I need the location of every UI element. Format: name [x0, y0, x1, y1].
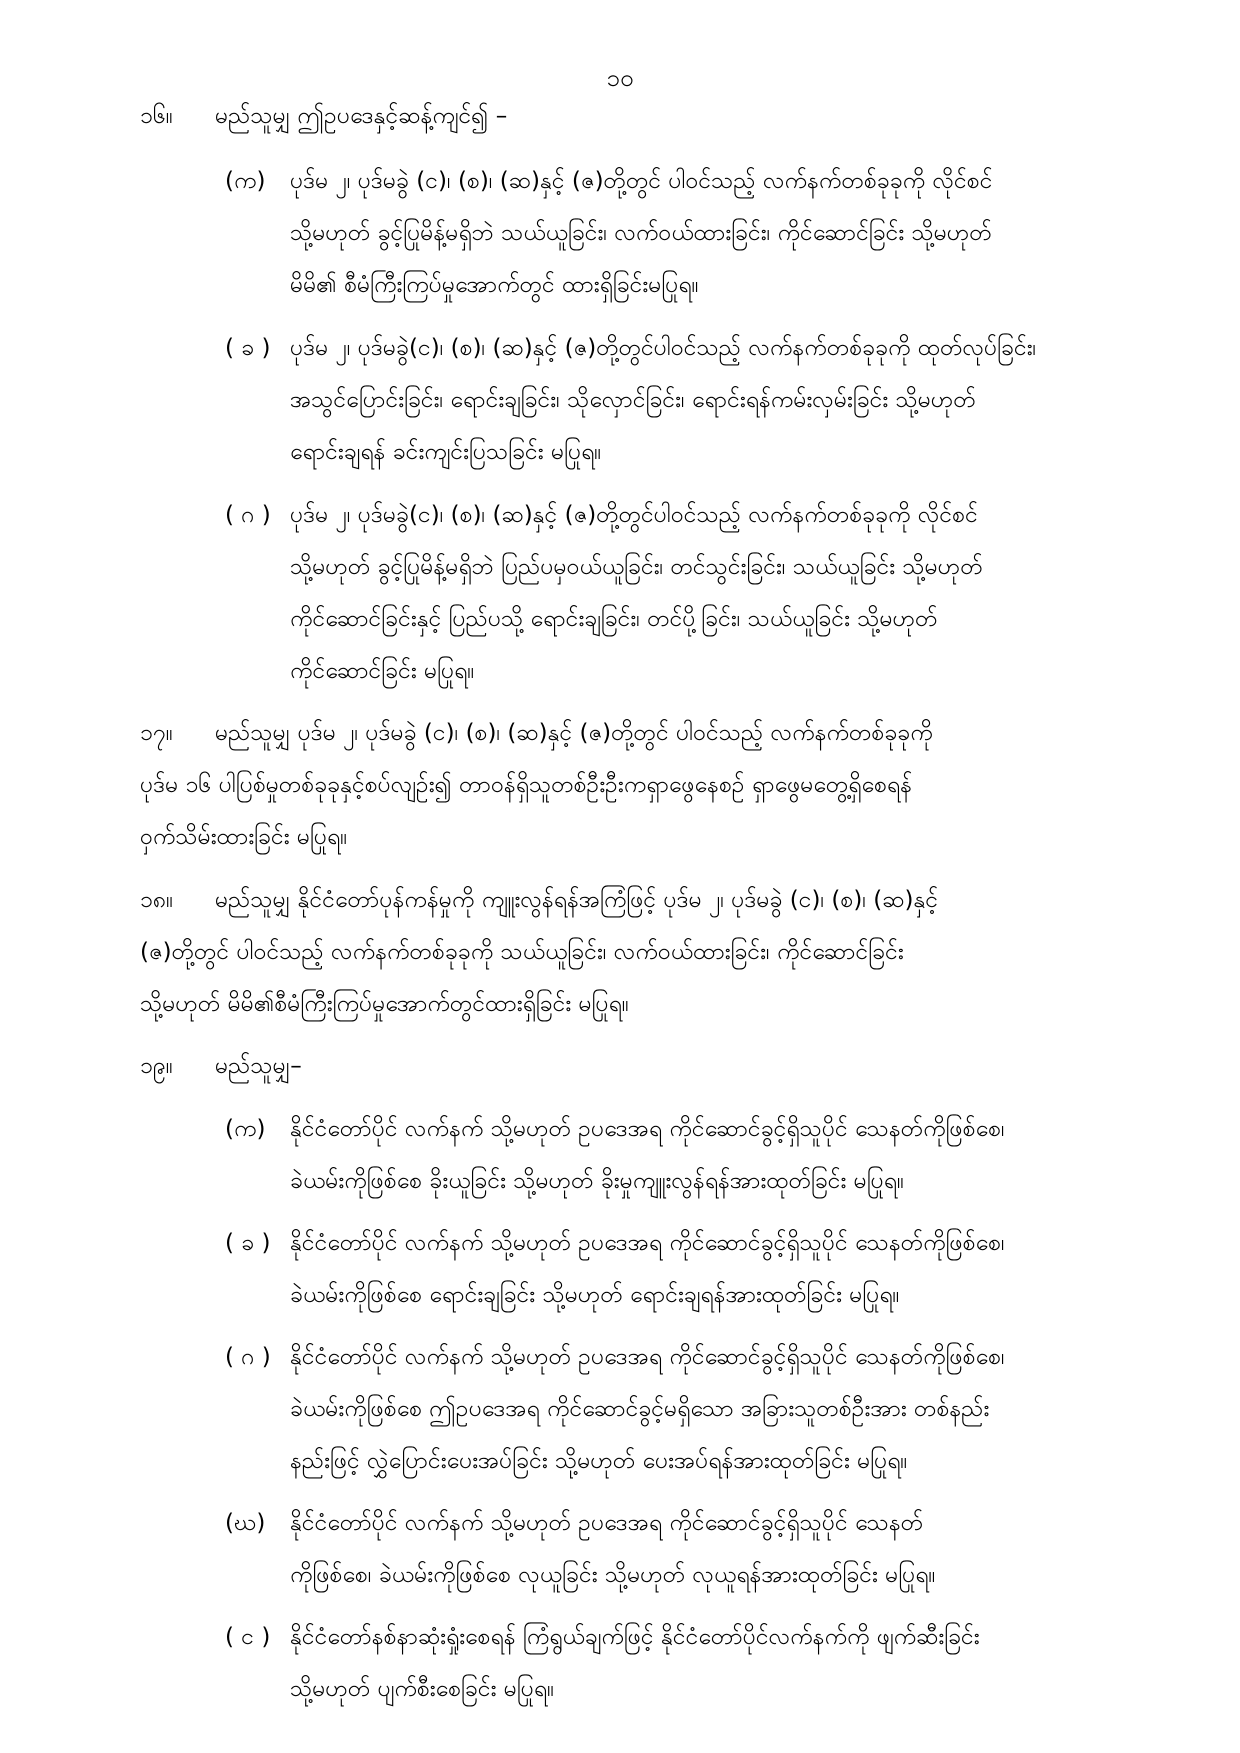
section-heading: မည်သူမျှ ဤဥပဒေနှင့်ဆန့်ကျင်၍ –	[215, 103, 508, 129]
item-line: ပုဒ်မ ၂၊ ပုဒ်မခွဲ(င)၊ (စ)၊ (ဆ)နှင့် (ဇ)တို့တွင်ပါဝင်သည့် လက်နက်တစ်ခုခုကို ထုတ်လုပ်ခြင်း၊	[290, 335, 1037, 361]
section-line: ဝှက်သိမ်းထားခြင်း မပြုရ။	[140, 824, 348, 850]
item-line: နိုင်ငံတော်ပိုင် လက်နက် သို့မဟုတ် ဥပဒေအရ ကိုင်ဆောင်ခွင့်ရှိသူပိုင် သေနတ်ကိုဖြစ်စေ၊	[290, 1230, 1005, 1256]
item-line: ရောင်းချရန် ခင်းကျင်းပြသခြင်း မပြုရ။	[290, 439, 602, 465]
item-label: ( ခ )	[225, 335, 271, 361]
item-label: ( ဂ )	[225, 502, 271, 528]
item-line: မိမိ၏ စီမံကြီးကြပ်မှုအောက်တွင် ထားရှိခြင်းမပြုရ။	[290, 272, 699, 298]
section-line: ပုဒ်မ ၁၆ ပါပြစ်မှုတစ်ခုခုနှင့်စပ်လျဉ်း၍ တာဝန်ရှိသူတစ်ဦးဦးကရှာဖွေနေစဉ် ရှာဖွေမတွေ့ရှိစေရန်	[140, 772, 913, 798]
item-line: ကိုဖြစ်စေ၊ ခဲယမ်းကိုဖြစ်စေ လုယူခြင်း သို့မဟုတ် လုယူရန်အားထုတ်ခြင်း မပြုရ။	[290, 1562, 936, 1588]
item-line: သို့မဟုတ် ခွင့်ပြုမိန့်မရှိဘဲ ပြည်ပမှ‌ဝယ်ယူခြင်း၊ တင်သွင်းခြင်း၊ သယ်ယူခြင်း သို့မဟုတ်	[290, 554, 983, 580]
section-number: ၁၈။	[140, 887, 174, 913]
item-line: အသွင်ပြောင်းခြင်း၊ ရောင်းချခြင်း၊ သိုလှောင်ခြင်း၊ ရောင်းရန်ကမ်းလှမ်းခြင်း သို့မဟုတ်	[290, 387, 976, 413]
item-line: ကိုင်ဆောင်ခြင်း မပြုရ။	[290, 658, 475, 684]
section-number: ၁၉။	[140, 1053, 173, 1079]
item-label: ( ဂ )	[225, 1344, 271, 1370]
item-label: ( ခ )	[225, 1230, 271, 1256]
item-label: (က)	[225, 1116, 266, 1142]
section-heading: မည်သူမျှ–	[215, 1053, 302, 1079]
item-line: ပုဒ်မ ၂၊ ပုဒ်မခွဲ (င)၊ (စ)၊ (ဆ)နှင့် (ဇ)တို့တွင် ပါဝင်သည့် လက်နက်တစ်ခုခုကို လိုင်စင်	[290, 168, 993, 194]
item-line: ခဲယမ်းကိုဖြစ်စေ ခိုးယူခြင်း သို့မဟုတ် ခိုးမှုကျူးလွန်ရန်အားထုတ်ခြင်း မပြုရ။	[290, 1168, 904, 1194]
item-line: နိုင်ငံတော်ပိုင် လက်နက် သို့မဟုတ် ဥပဒေအရ ကိုင်ဆောင်ခွင့်ရှိသူပိုင် သေနတ်ကိုဖြစ်စေ၊	[290, 1116, 1005, 1142]
item-line: သို့မဟုတ် ပျက်စီးစေခြင်း မပြုရ။	[290, 1676, 555, 1702]
section-line: (ဇ)တို့တွင် ပါဝင်သည့် လက်နက်တစ်ခုခုကို သယ်ယူခြင်း၊ လက်ဝယ်ထားခြင်း၊ ကိုင်ဆောင်ခြင်း	[140, 939, 904, 965]
item-line: နိုင်ငံတော်နစ်နာဆုံးရှုံးစေရန် ကြံရွယ်ချက်ဖြင့် နိုင်ငံတော်ပိုင်လက်နက်ကို ဖျက်ဆီးခြင်း	[290, 1624, 980, 1650]
item-line: ပုဒ်မ ၂၊ ပုဒ်မခွဲ(င)၊ (စ)၊ (ဆ)နှင့် (ဇ)တို့တွင်ပါဝင်သည့် လက်နက်တစ်ခုခုကို လိုင်စင်	[290, 502, 978, 528]
page-number: ၁၀	[606, 64, 634, 92]
item-label: (က)	[225, 168, 266, 194]
item-label: ( င )	[225, 1624, 271, 1650]
item-label: (ဃ)	[225, 1510, 266, 1536]
section-number: ၁၆။	[140, 103, 173, 129]
section-line: မည်သူမျှ နိုင်ငံတော်ပုန်ကန်မှုကို ကျူးလွန်ရန်အကြံဖြင့် ပုဒ်မ ၂၊ ပုဒ်မခွဲ (င)၊ (စ)၊ (ဆ)နှင့်	[215, 887, 939, 913]
item-line: နိုင်ငံတော်ပိုင် လက်နက် သို့မဟုတ် ဥပဒေအရ ကိုင်ဆောင်ခွင့်ရှိသူပိုင် သေနတ်ကိုဖြစ်စေ၊	[290, 1344, 1005, 1370]
item-line: သို့မဟုတ် ခွင့်ပြုမိန့်မရှိဘဲ သယ်ယူခြင်း၊ လက်ဝယ်ထားခြင်း၊ ကိုင်ဆောင်ခြင်း သို့မဟုတ်	[290, 220, 992, 246]
item-line: ခဲယမ်းကိုဖြစ်စေ ရောင်းချခြင်း သို့မဟုတ် ရောင်းချရန်အားထုတ်ခြင်း မပြုရ။	[290, 1282, 900, 1308]
section-line: မည်သူမျှ ပုဒ်မ ၂၊ ပုဒ်မခွဲ (င)၊ (စ)၊ (ဆ)နှင့် (ဇ)တို့တွင် ပါဝင်သည့် လက်နက်တစ်ခုခုကို	[215, 720, 933, 746]
section-number: ၁၇။	[140, 720, 173, 746]
item-line: နိုင်ငံတော်ပိုင် လက်နက် သို့မဟုတ် ဥပဒေအရ ကိုင်ဆောင်ခွင့်ရှိသူပိုင် သေနတ်	[290, 1510, 924, 1536]
item-line: နည်းဖြင့် လွှဲပြောင်းပေးအပ်ခြင်း သို့မဟုတ် ပေးအပ်ရန်အားထုတ်ခြင်း မပြုရ။	[290, 1448, 908, 1474]
item-line: ကိုင်ဆောင်ခြင်းနှင့် ပြည်ပသို့ ရောင်းချခြင်း၊ တင်ပို့ခြင်း၊ သယ်ယူခြင်း သို့မဟုတ်	[290, 606, 938, 632]
item-line: ခဲယမ်းကိုဖြစ်စေ ဤဥပဒေအရ ကိုင်ဆောင်ခွင့်မရှိသော အခြားသူတစ်ဦးအား တစ်နည်း	[290, 1396, 990, 1422]
section-line: သို့မဟုတ် မိမိ၏စီမံကြီးကြပ်မှုအောက်တွင်ထားရှိခြင်း မပြုရ။	[140, 991, 629, 1017]
